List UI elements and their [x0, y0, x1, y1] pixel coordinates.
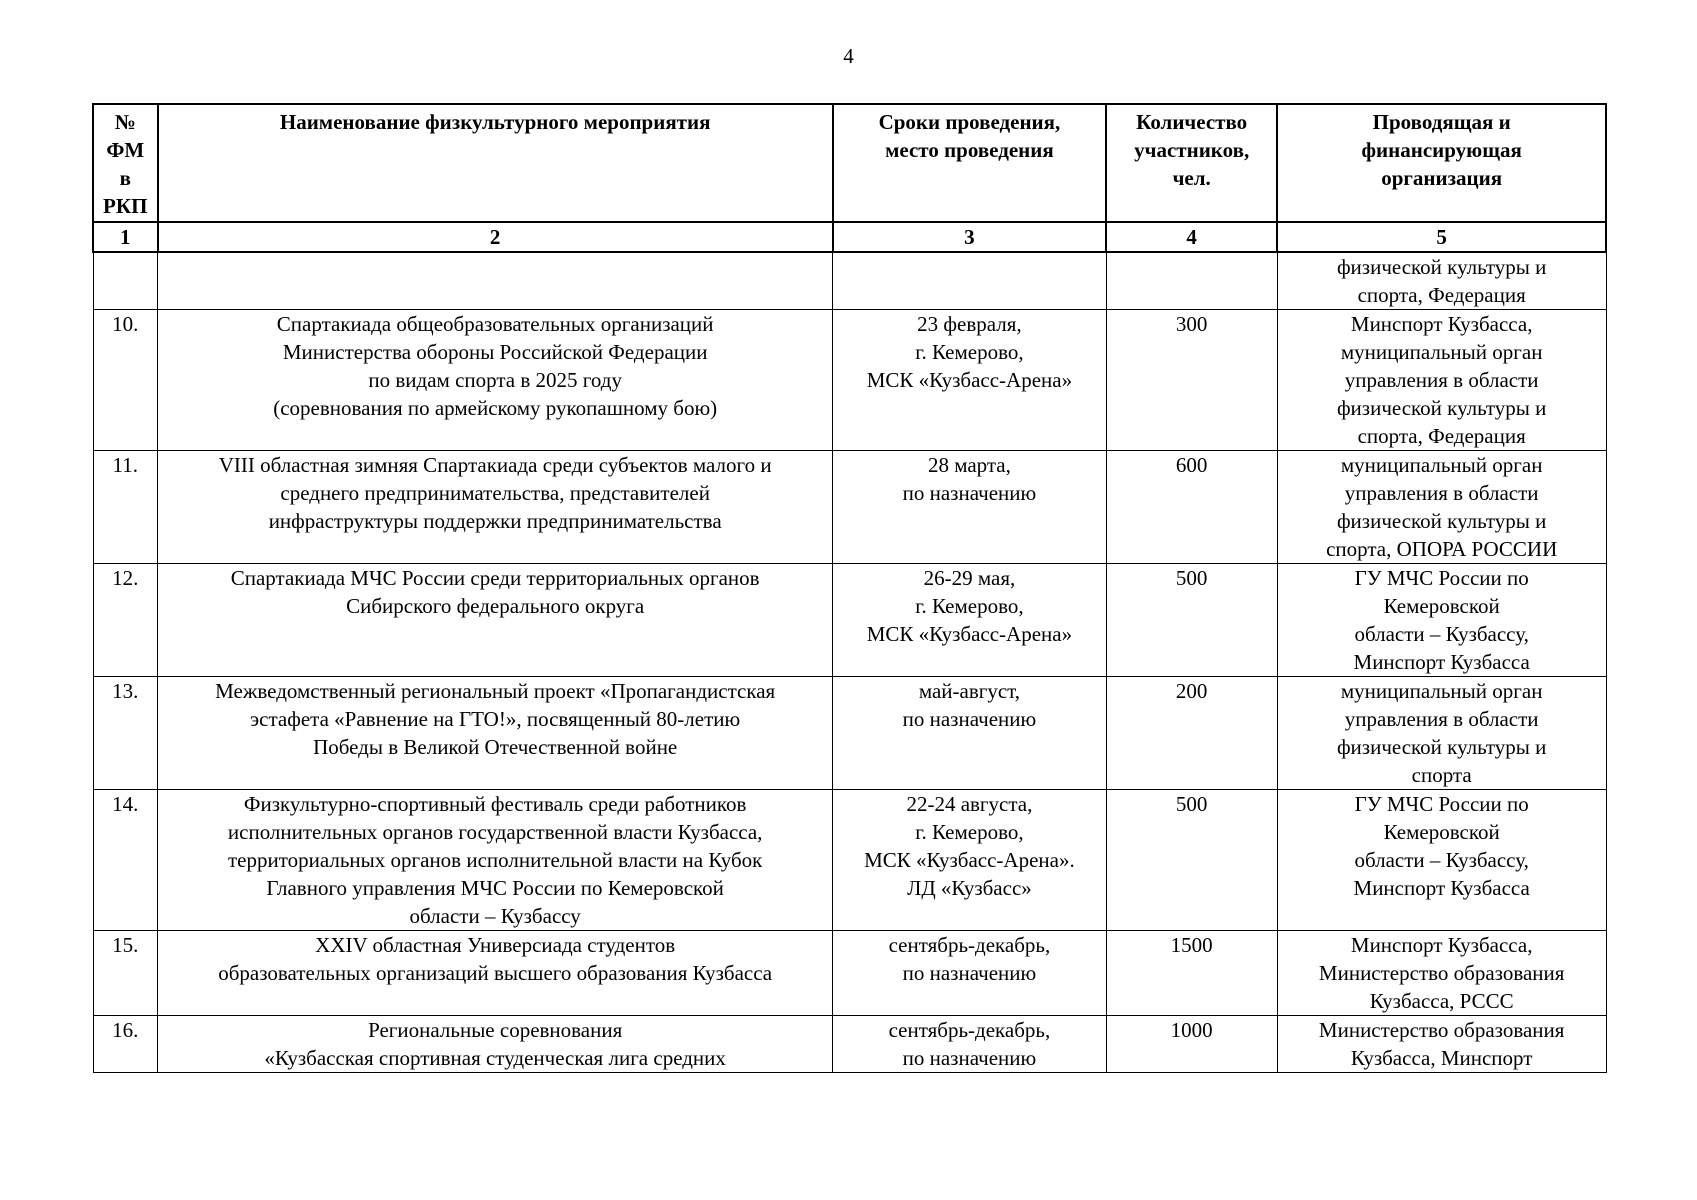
cell-dates: 26-29 мая, г. Кемерово, МСК «Кузбасс-Арена» — [833, 564, 1106, 677]
cell-org: Минспорт Кузбасса, Министерство образования Кузбасса, РССС — [1277, 931, 1606, 1016]
cell-number: 15. — [93, 931, 158, 1016]
cell-name: Физкультурно-спортивный фестиваль среди работников исполнительных органов государственной власти Кузбасса, территориальных органов исполнительной власти на Кубок Главного управления МЧС России по Кемеровской области – Кузбассу — [158, 790, 833, 931]
cell-number: 13. — [93, 677, 158, 790]
table-row — [93, 677, 1606, 790]
table-header-row — [93, 104, 1606, 222]
table-row — [93, 252, 1606, 310]
header-cell-dates: Сроки проведения, место проведения — [833, 104, 1106, 222]
cell-dates: май-август, по назначению — [833, 677, 1106, 790]
cell-number: 12. — [93, 564, 158, 677]
cell-name: Спартакиада общеобразовательных организаций Министерства обороны Российской Федерации по видам спорта в 2025 году (соревнования по армейскому рукопашному бою) — [158, 310, 833, 451]
table-row — [93, 564, 1606, 677]
cell-dates: 28 марта, по назначению — [833, 451, 1106, 564]
cell-org: муниципальный орган управления в области физической культуры и спорта, ОПОРА РОССИИ — [1277, 451, 1606, 564]
column-number: 5 — [1277, 222, 1606, 252]
table-row — [93, 931, 1606, 1016]
cell-dates — [833, 252, 1106, 310]
cell-number: 10. — [93, 310, 158, 451]
table-row — [93, 451, 1606, 564]
header-cell-count: Количество участников, чел. — [1106, 104, 1277, 222]
cell-count: 500 — [1106, 790, 1277, 931]
cell-count: 1000 — [1106, 1016, 1277, 1073]
cell-count: 600 — [1106, 451, 1277, 564]
cell-org: ГУ МЧС России по Кемеровской области – Кузбассу, Минспорт Кузбасса — [1277, 564, 1606, 677]
cell-org: Министерство образования Кузбасса, Минспорт — [1277, 1016, 1606, 1073]
cell-dates: 23 февраля, г. Кемерово, МСК «Кузбасс-Арена» — [833, 310, 1106, 451]
cell-org: физической культуры и спорта, Федерация — [1277, 252, 1606, 310]
cell-name: Спартакиада МЧС России среди территориальных органов Сибирского федерального округа — [158, 564, 833, 677]
cell-count: 1500 — [1106, 931, 1277, 1016]
cell-name: XXIV областная Универсиада студентов образовательных организаций высшего образования Кузбасса — [158, 931, 833, 1016]
cell-number: 16. — [93, 1016, 158, 1073]
events-table — [92, 103, 1607, 1073]
table-row — [93, 790, 1606, 931]
cell-number — [93, 252, 158, 310]
header-cell-number: № ФМ в РКП — [93, 104, 158, 222]
cell-count: 200 — [1106, 677, 1277, 790]
cell-count — [1106, 252, 1277, 310]
header-cell-org: Проводящая и финансирующая организация — [1277, 104, 1606, 222]
column-number: 1 — [93, 222, 158, 252]
cell-number: 11. — [93, 451, 158, 564]
page-number: 4 — [843, 44, 854, 68]
cell-org: Минспорт Кузбасса, муниципальный орган управления в области физической культуры и спорта, Федерация — [1277, 310, 1606, 451]
cell-org: муниципальный орган управления в области физической культуры и спорта — [1277, 677, 1606, 790]
cell-name: VIII областная зимняя Спартакиада среди субъектов малого и среднего предпринимательства, представителей инфраструктуры поддержки предпринимательства — [158, 451, 833, 564]
cell-count: 300 — [1106, 310, 1277, 451]
header-cell-name: Наименование физкультурного мероприятия — [158, 104, 833, 222]
table-column-numbers-row — [93, 222, 1606, 252]
column-number: 2 — [158, 222, 833, 252]
cell-number: 14. — [93, 790, 158, 931]
cell-name — [158, 252, 833, 310]
cell-dates: 22-24 августа, г. Кемерово, МСК «Кузбасс-Арена». ЛД «Кузбасс» — [833, 790, 1106, 931]
cell-name: Межведомственный региональный проект «Пропагандистская эстафета «Равнение на ГТО!», посвященный 80-летию Победы в Великой Отечественной войне — [158, 677, 833, 790]
column-number: 4 — [1106, 222, 1277, 252]
table-row — [93, 310, 1606, 451]
cell-dates: сентябрь-декабрь, по назначению — [833, 931, 1106, 1016]
cell-count: 500 — [1106, 564, 1277, 677]
table-row — [93, 1016, 1606, 1073]
cell-dates: сентябрь-декабрь, по назначению — [833, 1016, 1106, 1073]
cell-name: Региональные соревнования «Кузбасская спортивная студенческая лига средних — [158, 1016, 833, 1073]
cell-org: ГУ МЧС России по Кемеровской области – Кузбассу, Минспорт Кузбасса — [1277, 790, 1606, 931]
column-number: 3 — [833, 222, 1106, 252]
